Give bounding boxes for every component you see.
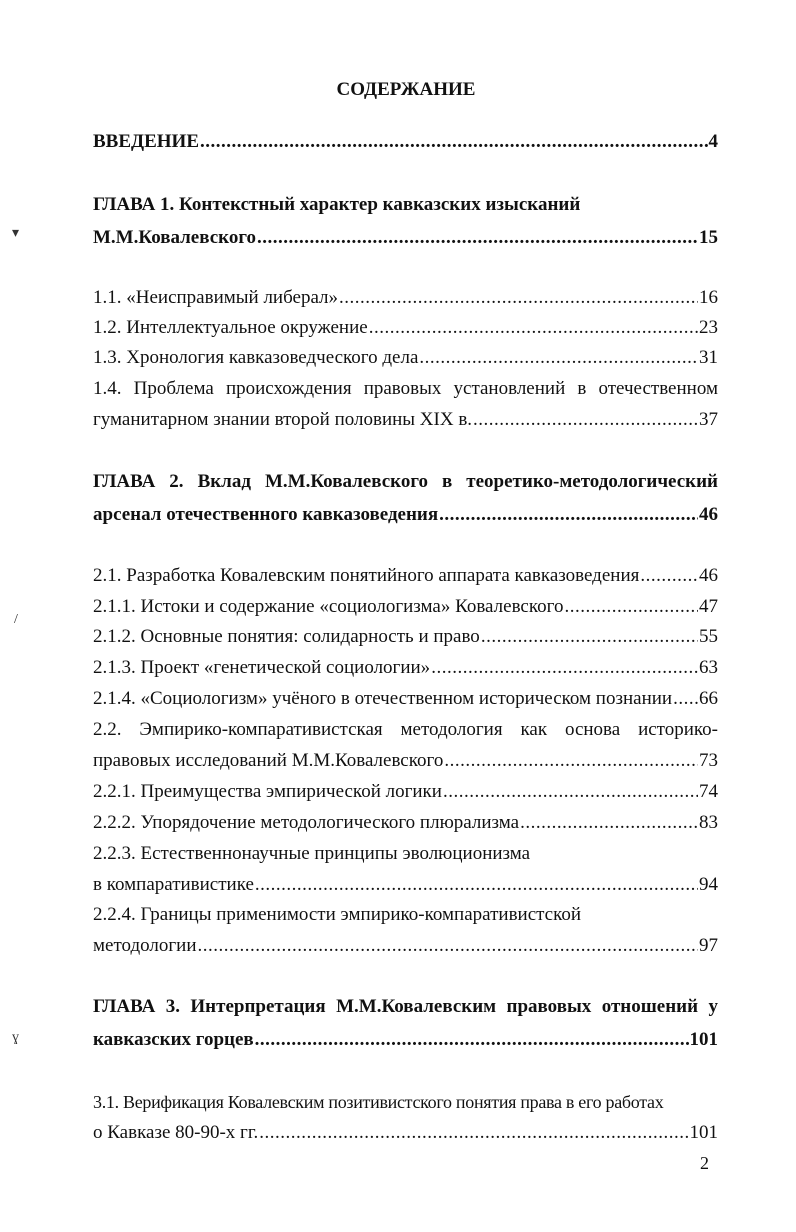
toc-entry-2-2-line1[interactable]: [93, 718, 718, 742]
leader-dots: [520, 811, 698, 835]
leader-dots: [259, 1121, 688, 1145]
toc-entry-page: 101: [689, 1029, 718, 1050]
toc-entry-text: 2.2.1. Преимущества эмпирической логики: [93, 781, 442, 802]
toc-entry-page: 74: [699, 781, 718, 802]
leader-dots: [369, 316, 698, 340]
toc-chapter-1[interactable]: [93, 226, 718, 250]
toc-entry-page: 16: [699, 287, 718, 308]
toc-entry-text: в компаративистике: [93, 874, 254, 895]
toc-entry-page: 31: [699, 347, 718, 368]
page-number: 2: [700, 1153, 709, 1173]
leader-dots: [564, 595, 698, 619]
leader-dots: [419, 346, 698, 370]
toc-chapter-2-heading[interactable]: [93, 470, 718, 494]
toc-entry-text: гуманитарном знании второй половины XIX в.: [93, 409, 473, 430]
toc-entry-text: ГЛАВА 2. Вклад М.М.Ковалевского в теоретико-методологический: [93, 471, 718, 492]
scan-artifact-mark: ɣ: [12, 1030, 19, 1045]
toc-entry-2-1-3[interactable]: [93, 656, 718, 680]
toc-entry-text: ГЛАВА 1. Контекстный характер кавказских изысканий: [93, 194, 581, 215]
toc-entry-text: 2.2.3. Естественнонаучные принципы эволюционизма: [93, 843, 531, 864]
toc-entry-1-2[interactable]: [93, 316, 718, 340]
leader-dots: [198, 934, 699, 958]
toc-entry-page: 83: [699, 812, 718, 833]
toc-entry-text: 1.3. Хронология кавказоведческого дела: [93, 347, 419, 368]
toc-entry-page: 46: [699, 565, 718, 586]
leader-dots: [481, 625, 698, 649]
toc-entry-3-1-line1[interactable]: [93, 1090, 718, 1114]
toc-entry-page: 55: [699, 626, 718, 647]
toc-entry-page: 47: [699, 596, 718, 617]
toc-entry-page: 97: [699, 935, 718, 956]
toc-entry-1-1[interactable]: [93, 286, 718, 310]
toc-entry-text: М.М.Ковалевского: [93, 227, 257, 248]
toc-entry-3-1[interactable]: [93, 1121, 718, 1145]
toc-entry-text: методологии: [93, 935, 197, 956]
toc-entry-page: 66: [699, 688, 718, 709]
toc-entry-page: 23: [699, 317, 718, 338]
leader-dots: [200, 130, 708, 154]
toc-entry-text: 1.4. Проблема происхождения правовых установлений в отечественном: [93, 378, 718, 399]
leader-dots: [439, 503, 698, 527]
toc-entry-text: 2.1. Разработка Ковалевским понятийного аппарата кавказоведения: [93, 565, 640, 586]
leader-dots: [431, 656, 698, 680]
toc-entry-2-2-1[interactable]: [93, 780, 718, 804]
toc-entry-page: 63: [699, 657, 718, 678]
toc-entry-page: 101: [689, 1122, 718, 1143]
leader-dots: [257, 226, 698, 250]
toc-chapter-2[interactable]: [93, 503, 718, 527]
toc-entry-2-2-4-line1[interactable]: [93, 903, 718, 927]
scan-artifact-mark: ▾: [12, 226, 20, 241]
toc-entry-page: 4: [708, 131, 718, 152]
toc-entry-2-2-4[interactable]: [93, 934, 718, 958]
toc-entry-text: 2.2. Эмпирико-компаративистская методология как основа историко-: [93, 719, 718, 740]
toc-entry-1-4-line1[interactable]: [93, 377, 718, 401]
toc-entry-text: 2.1.1. Истоки и содержание «социологизма» Ковалевского: [93, 596, 564, 617]
toc-entry-2-2-3-line1[interactable]: [93, 842, 718, 866]
toc-entry-text: кавказских горцев: [93, 1029, 254, 1050]
toc-entry-text: ГЛАВА 3. Интерпретация М.М.Ковалевским правовых отношений у: [93, 996, 718, 1017]
scan-artifact-mark: /: [14, 612, 18, 627]
toc-entry-text: 2.2.2. Упорядочение методологического плюрализма: [93, 812, 520, 833]
leader-dots: [640, 564, 698, 588]
toc-entry-text: 1.1. «Неисправимый либерал»: [93, 287, 339, 308]
toc-entry-2-2[interactable]: [93, 749, 718, 773]
toc-entry-text: правовых исследований М.М.Ковалевского: [93, 750, 444, 771]
toc-entry-2-1-1[interactable]: [93, 595, 718, 619]
leader-dots: [255, 873, 698, 897]
toc-entry-text: 2.1.2. Основные понятия: солидарность и право: [93, 626, 480, 647]
toc-chapter-3[interactable]: [93, 1028, 718, 1052]
toc-entry-page: 15: [699, 227, 718, 248]
toc-entry-text: 1.2. Интеллектуальное окружение: [93, 317, 368, 338]
leader-dots: [444, 749, 698, 773]
toc-chapter-3-heading[interactable]: [93, 995, 718, 1019]
toc-entry-2-2-3[interactable]: [93, 873, 718, 897]
toc-entry-1-3[interactable]: [93, 346, 718, 370]
leader-dots: [673, 687, 698, 711]
toc-chapter-1-heading[interactable]: [93, 193, 718, 217]
leader-dots: [443, 780, 698, 804]
toc-entry-page: 46: [699, 504, 718, 525]
toc-entry-intro[interactable]: [93, 130, 718, 154]
toc-entry-text: 2.1.3. Проект «генетической социологии»: [93, 657, 431, 678]
toc-entry-text: арсенал отечественного кавказоведения: [93, 504, 439, 525]
toc-entry-text: ВВЕДЕНИЕ: [93, 131, 199, 152]
leader-dots: [255, 1028, 689, 1052]
toc-entry-2-1-2[interactable]: [93, 625, 718, 649]
toc-entry-text: 2.1.4. «Социологизм» учёного в отечественном историческом познании: [93, 688, 673, 709]
leader-dots: [339, 286, 698, 310]
page-title: СОДЕРЖАНИЕ: [336, 79, 476, 100]
toc-entry-2-1-4[interactable]: [93, 687, 718, 711]
toc-entry-2-2-2[interactable]: [93, 811, 718, 835]
toc-entry-page: 94: [699, 874, 718, 895]
toc-entry-2-1[interactable]: [93, 564, 718, 588]
toc-entry-text: 2.2.4. Границы применимости эмпирико-компаративистской: [93, 904, 582, 925]
toc-entry-1-4[interactable]: [93, 408, 718, 432]
toc-entry-page: 37: [699, 409, 718, 430]
leader-dots: [473, 408, 698, 432]
toc-entry-text: 3.1. Верификация Ковалевским позитивистского понятия права в его работах: [93, 1092, 664, 1112]
toc-entry-page: 73: [699, 750, 718, 771]
toc-entry-text: о Кавказе 80-90-х гг.: [93, 1122, 259, 1143]
